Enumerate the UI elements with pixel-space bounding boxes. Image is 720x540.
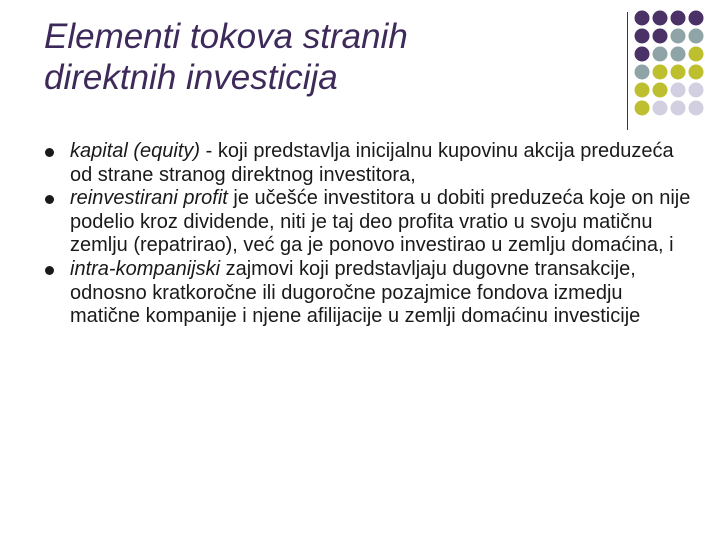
slide-title-line-1: Elementi tokova stranih (44, 17, 408, 56)
decorative-dot-lavender (689, 83, 704, 98)
decorative-dot-purple (635, 29, 650, 44)
bullet-dot (45, 266, 54, 275)
decorative-dot-purple (635, 11, 650, 26)
bullet-dot (45, 148, 54, 157)
decorative-dot-olive (689, 47, 704, 62)
bullet-list (44, 140, 694, 329)
decorative-dot-purple (689, 11, 704, 26)
decorative-dot-teal (635, 65, 650, 80)
decorative-dot-purple (635, 47, 650, 62)
decorative-dot-lavender (653, 101, 668, 116)
decorative-dot-olive (635, 83, 650, 98)
decorative-dot-olive (653, 65, 668, 80)
bullet-term-reinvested-profit: reinvestirani profit (70, 187, 228, 210)
slide-title-line-2: direktnih investicija (44, 58, 338, 97)
decorative-dot-teal (689, 29, 704, 44)
bullet-term-equity: kapital (equity) (70, 140, 201, 162)
decorative-dot-lavender (671, 83, 686, 98)
decorative-dot-teal (653, 47, 668, 62)
decorative-dot-olive (653, 83, 668, 98)
bullet-item-reinvested-profit (44, 187, 694, 258)
bullet-text-intra-company: zajmovi koji predstavljaju dugovne transakcije, odnosno kratkoročne ili dugoročne pozajmice fondova izmedju matične kompanije i njene afilijacije u zemlji domaćinu investicije (70, 257, 641, 328)
decorative-dot-lavender (671, 101, 686, 116)
bullet-text-equity: - koji predstavlja inicijalnu kupovinu akcija preduzeća od strane stranog direktnog investitora, (70, 140, 674, 186)
decorative-dot-lavender (689, 101, 704, 116)
bullet-dot (45, 195, 54, 204)
decorative-dot-olive (671, 65, 686, 80)
decorative-dot-teal (671, 47, 686, 62)
decorative-dot-grid (633, 9, 720, 119)
decorative-dot-purple (653, 11, 668, 26)
decorative-dot-purple (671, 11, 686, 26)
decorative-dot-purple (653, 29, 668, 44)
decorative-dot-teal (671, 29, 686, 44)
decorative-dot-olive (689, 65, 704, 80)
slide-title (44, 16, 604, 98)
bullet-item-equity (44, 140, 694, 187)
bullet-term-intra-company: intra-kompanijski (70, 257, 221, 280)
bullet-item-intra-company (44, 258, 694, 329)
bullet-text-reinvested-profit: je učešće investitora u dobiti preduzeća koje on nije podelio kroz dividende, niti je taj deo profita vratio u svoju matičnu zemlju (repatrirao), već ga je ponovo investirao u zemlju domaćina, i (70, 187, 691, 257)
decorative-dot-olive (635, 101, 650, 116)
decorative-divider-line (627, 12, 628, 130)
